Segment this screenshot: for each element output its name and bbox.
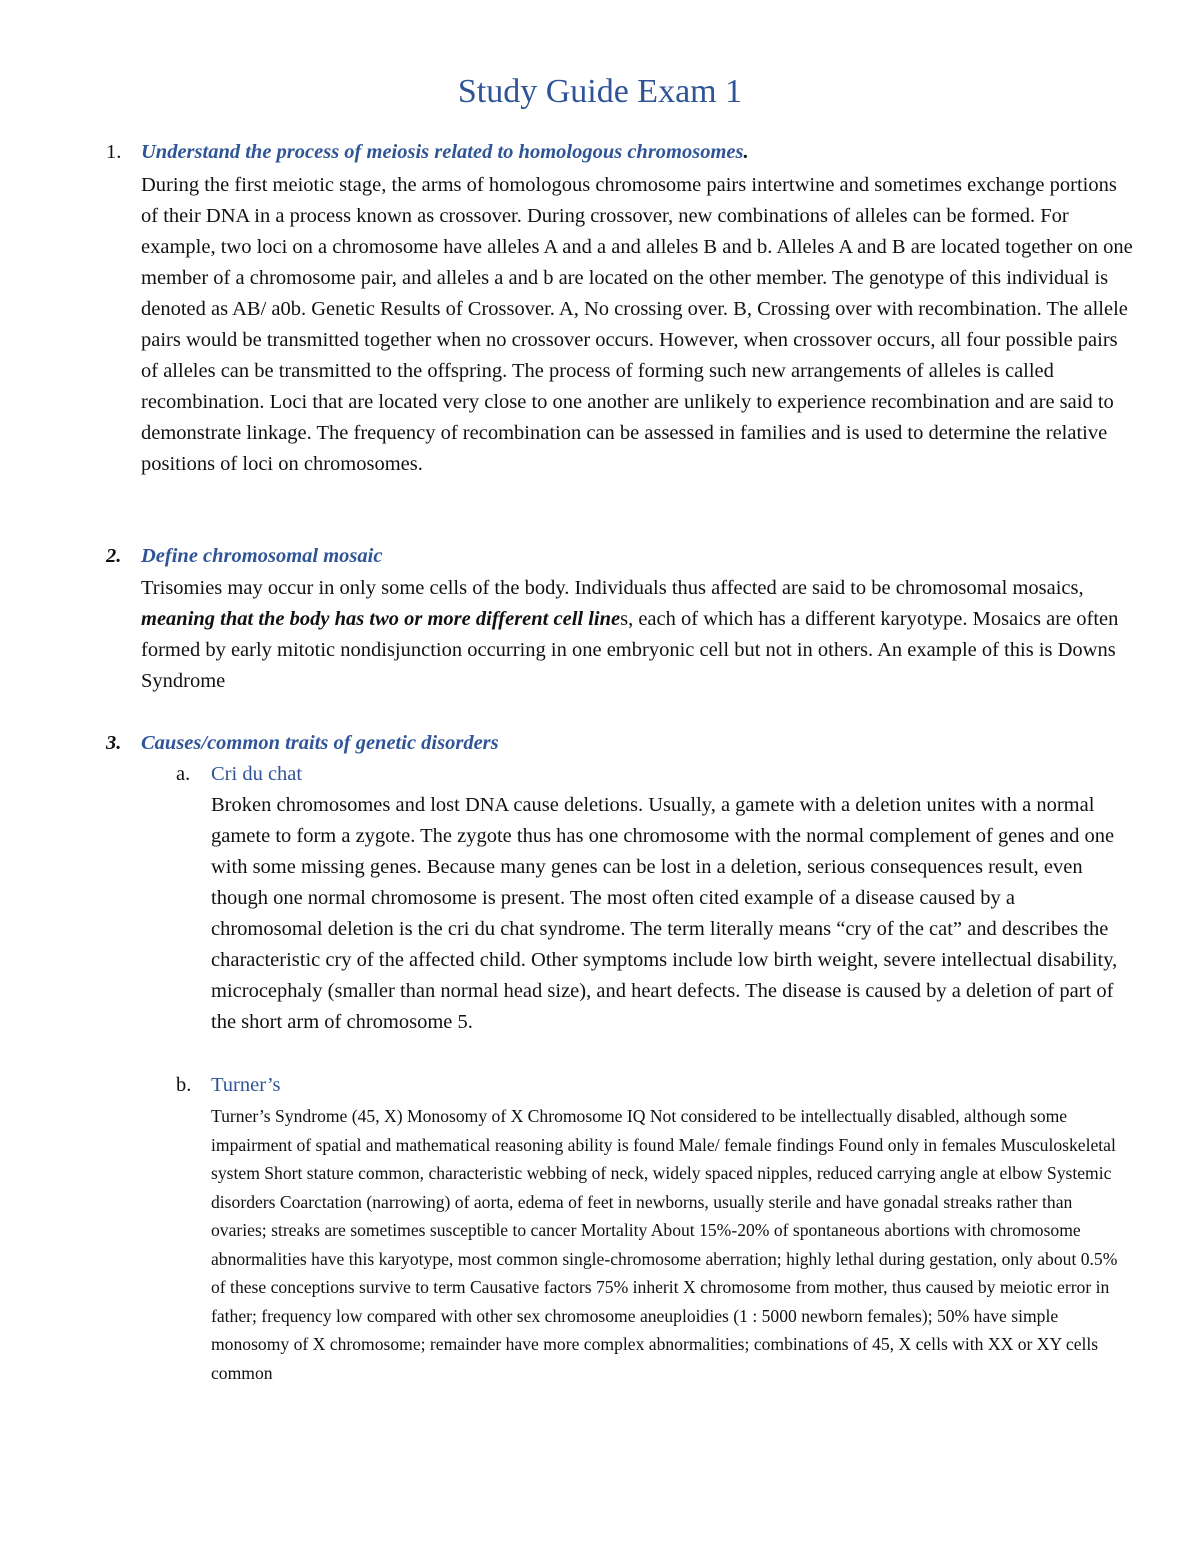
section-1-heading-text: Understand the process of meiosis related to homologous chromosomes [141,141,744,163]
section-2-heading: Define chromosomal mosaic [141,545,383,567]
subsection-a-heading: Cri du chat [211,763,303,785]
section-1-number: 1. [106,141,122,163]
section-2-body-text-continued: s, each of which has a different karyotype. Mosaics are often formed by early mitotic nondisjunction occurring in one embryonic cell but not in others. An example of this is Downs Syndrome [141,608,1119,692]
subsection-a-body: Broken chromosomes and lost DNA cause deletions. Usually, a gamete with a deletion unites with a normal gamete to form a zygote. The zygote thus has one chromosome with the normal complement of genes and one with some missing genes. Because many genes can be lost in a deletion, serious consequences result, even though one normal chromosome is present. The most often cited example of a disease caused by a chromosomal deletion is the cri du chat syndrome. The term literally means “cry of the cat” and describes the characteristic cry of the affected child. Other symptoms include low birth weight, severe intellectual disability, microcephaly (smaller than normal head size), and heart defects. The disease is caused by a deletion of part of the short arm of chromosome 5. [211,794,1118,1033]
section-1-heading-suffix: . [743,141,749,163]
document-title: Study Guide Exam 1 [457,73,743,110]
section-2-body-emphasis: meaning that the body has two or more different cell line [141,608,621,630]
section-1-heading [141,137,749,168]
section-3-heading: Causes/common traits of genetic disorders [141,732,499,754]
section-1-body: During the first meiotic stage, the arms of homologous chromosome pairs intertwine and sometimes exchange portions of their DNA in a process known as crossover. During crossover, new combinations of alleles can be formed. For example, two loci on a chromosome have alleles A and a and alleles B and b. Alleles A and B are located together on one member of a chromosome pair, and alleles a and b are located on the other member. The genotype of this individual is denoted as AB/ a0b. Genetic Results of Crossover. A, No crossing over. B, Crossing over with recombination. The allele pairs would be transmitted together when no crossover occurs. However, when crossover occurs, all four possible pairs of alleles can be transmitted to the offspring. The process of forming such new arrangements of alleles is called recombination. Loci that are located very close to one another are unlikely to experience recombination and are said to demonstrate linkage. The frequency of recombination can be assessed in families and is used to determine the relative positions of loci on chromosomes. [141,174,1133,475]
section-2-number: 2. [106,545,122,567]
subsection-a-letter: a. [176,763,191,785]
subsection-b-body: Turner’s Syndrome (45, X) Monosomy of X Chromosome IQ Not considered to be intellectually disabled, although some impairment of spatial and mathematical reasoning ability is found Male/ female findings Found only in females Musculoskeletal system Short stature common, characteristic webbing of neck, widely spaced nipples, reduced carrying angle at elbow Systemic disorders Coarctation (narrowing) of aorta, edema of feet in newborns, usually sterile and have gonadal streaks rather than ovaries; streaks are sometimes susceptible to cancer Mortality About 15%-20% of spontaneous abortions with chromosome abnormalities have this karyotype, most common single-chromosome aberration; highly lethal during gestation, only about 0.5% of these conceptions survive to term Causative factors 75% inherit X chromosome from mother, thus caused by meiotic error in father; frequency low compared with other sex chromosome aneuploidies (1 : 5000 newborn females); 50% have simple monosomy of X chromosome; remainder have more complex abnormalities; combinations of 45, X cells with XX or XY cells common [211,1106,1118,1383]
subsection-b-heading: Turner’s [211,1074,281,1096]
subsection-b-letter: b. [176,1074,192,1096]
section-2-body-text: Trisomies may occur in only some cells of the body. Individuals thus affected are said to be chromosomal mosaics, [141,577,1084,599]
section-2-body [141,573,1133,697]
section-3-number: 3. [106,732,122,754]
